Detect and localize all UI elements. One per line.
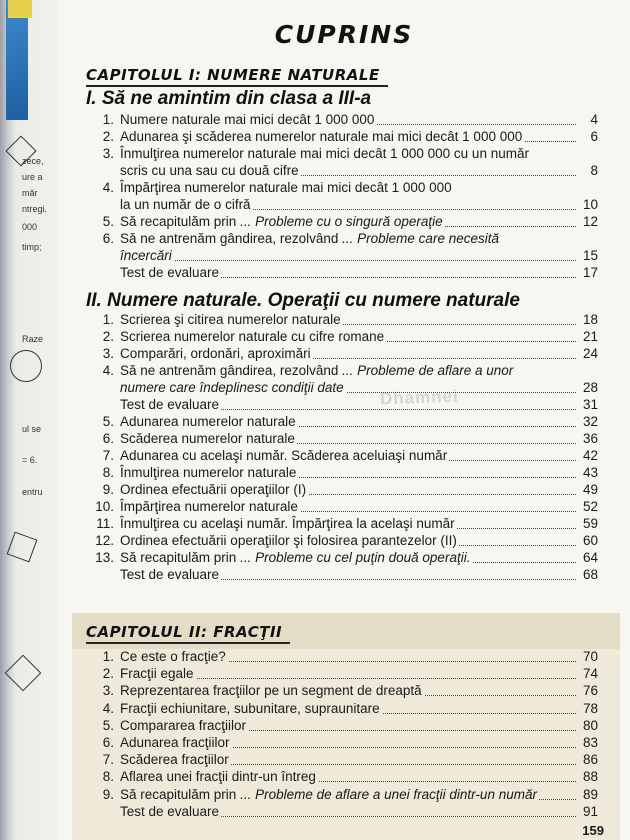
toc-entry <box>86 431 598 447</box>
entry-title-text <box>120 414 298 429</box>
entry-title <box>120 567 221 583</box>
entry-text: Să recapitulăm prin <box>120 214 241 229</box>
entry-text: Reprezentarea fracţiilor pe un segment de dreaptă <box>120 683 422 699</box>
toc-entry <box>86 214 598 230</box>
entry-page-number: 88 <box>582 769 598 785</box>
entry-title-text <box>120 683 424 698</box>
toc-entry <box>86 397 598 413</box>
entry-text: Scăderea fracţiilor <box>120 752 229 768</box>
entry-page-number: 76 <box>582 683 598 699</box>
entry-page-number: 78 <box>582 700 598 716</box>
toc-entry <box>86 649 598 665</box>
entry-page-number: 59 <box>582 516 598 531</box>
chapter-2-box <box>72 613 620 840</box>
entry-text: Compararea fracţiilor <box>120 717 247 733</box>
watermark: Dhamnei <box>379 386 460 409</box>
entry-title-text <box>120 448 449 463</box>
entry-title <box>120 752 231 768</box>
entry-title <box>120 769 318 785</box>
entry-page-number: 17 <box>582 265 598 280</box>
entry-text: Test de evaluare <box>120 397 220 412</box>
entry-text: la un număr de o cifră <box>120 197 251 212</box>
entry-text: Fracţii echiunitare, subunitare, supraunitare <box>120 700 380 716</box>
entry-italic-text: ... Probleme cu cel puţin două operaţii. <box>240 550 471 565</box>
chapter-1-heading: CAPITOLUL I: NUMERE NATURALE <box>86 66 380 84</box>
entry-title <box>120 329 386 345</box>
entry-number: 8. <box>102 769 114 785</box>
entry-title-text <box>120 397 221 412</box>
entry-title-text <box>120 649 228 664</box>
left-fragment: 000 <box>22 222 38 232</box>
entry-number: 6. <box>102 231 114 246</box>
toc-entry <box>86 752 598 768</box>
entry-title-text <box>120 112 376 127</box>
entry-number: 9. <box>102 786 114 802</box>
toc-entry <box>86 329 598 345</box>
entry-number: 7. <box>102 752 114 768</box>
diamond-shape <box>5 655 42 692</box>
entry-title-text <box>120 329 386 344</box>
circle-shape <box>10 350 42 382</box>
toc-entry <box>86 363 598 379</box>
entry-page-number: 83 <box>582 735 598 750</box>
toc-entry <box>86 482 598 498</box>
entry-title-text <box>120 516 457 531</box>
section-1-heading: I. Să ne amintim din clasa a III-a <box>86 88 372 109</box>
entry-text: Fracţii egale <box>120 666 194 682</box>
entry-page-number: 31 <box>582 397 598 412</box>
entry-title-text <box>120 752 231 767</box>
entry-title <box>120 465 298 481</box>
entry-page-number: 10 <box>582 197 598 212</box>
entry-title <box>120 533 459 549</box>
entry-number: 10. <box>95 499 114 514</box>
entry-title <box>120 482 308 498</box>
entry-page-number: 6 <box>590 129 598 144</box>
table-of-contents-page <box>58 0 630 840</box>
entry-text: Aflarea unei fracţii dintr-un întreg <box>120 769 316 785</box>
entry-text: Scrierea numerelor naturale cu cifre romane <box>120 329 385 344</box>
entry-title <box>120 414 298 430</box>
entry-title <box>120 312 343 328</box>
entry-number: 3. <box>102 146 114 161</box>
entry-title <box>120 701 382 717</box>
entry-text: Împărţirea numerelor naturale mai mici decât 1 000 000 <box>120 180 452 195</box>
entry-page-number: 32 <box>582 414 598 429</box>
entry-title-text <box>120 666 196 681</box>
entry-title <box>120 346 313 362</box>
entry-number: 5. <box>102 414 114 429</box>
entry-italic-text: ... Probleme de aflare a unei fracţii dintr-un număr <box>240 786 537 802</box>
entry-title-text <box>120 214 445 229</box>
entry-title <box>120 787 539 803</box>
entry-title <box>120 265 221 281</box>
entry-title <box>120 397 221 413</box>
entry-number: 1. <box>102 312 114 327</box>
toc-entry <box>86 550 598 566</box>
entry-number: 4. <box>102 180 114 195</box>
entry-text: Să recapitulăm prin <box>120 786 241 802</box>
left-fragment: Raze <box>22 334 44 344</box>
entry-italic-text: ... Probleme de aflare a unor <box>342 363 514 378</box>
entry-number: 8. <box>102 465 114 480</box>
yellow-figure-edge <box>8 0 32 18</box>
entry-title <box>120 214 445 230</box>
entry-number: 11. <box>96 516 114 531</box>
entry-title <box>120 718 248 734</box>
page-title: CUPRINS <box>274 20 414 49</box>
chapter-2-heading: CAPITOLUL II: FRACŢII <box>86 623 283 641</box>
entry-number: 2. <box>102 329 114 344</box>
entry-text: Ce este o fracţie? <box>120 649 226 664</box>
entry-title-text <box>120 346 313 361</box>
entry-title-text <box>120 197 253 212</box>
section-2-heading: II. Numere naturale. Operaţii cu numere naturale <box>86 290 520 311</box>
entry-page-number: 60 <box>582 533 598 548</box>
toc-entry <box>86 683 598 699</box>
entry-title-text <box>120 146 531 161</box>
entry-page-number: 86 <box>582 752 598 768</box>
entry-title <box>120 666 196 682</box>
toc-entry <box>86 516 598 532</box>
entry-title-text <box>120 312 343 327</box>
entry-page-number: 24 <box>582 346 598 361</box>
entry-number: 3. <box>102 346 114 361</box>
toc-entry <box>86 499 598 515</box>
toc-entry <box>86 718 598 734</box>
entry-title-text <box>120 787 539 802</box>
entry-number: 2. <box>102 666 114 682</box>
entry-page-number: 80 <box>582 717 598 733</box>
toc-entry <box>86 787 598 803</box>
entry-title-text <box>120 265 221 280</box>
entry-text: Adunarea numerelor naturale <box>120 414 296 429</box>
entry-title <box>120 112 376 128</box>
entry-number: 2. <box>102 129 114 144</box>
entry-number: 4. <box>102 363 114 378</box>
toc-entry <box>86 248 598 264</box>
entry-text: Împărţirea numerelor naturale <box>120 499 298 514</box>
entry-page-number: 18 <box>582 312 598 327</box>
left-fragment: ure a <box>22 172 43 182</box>
entry-title <box>120 363 515 379</box>
entry-title <box>120 146 531 162</box>
entry-italic-text: numere care îndeplinesc condiţii date <box>120 380 344 395</box>
toc-entry <box>86 380 598 396</box>
entry-page-number: 8 <box>590 163 598 178</box>
entry-title-text <box>120 231 501 246</box>
entry-title-text <box>120 769 318 784</box>
entry-title <box>120 163 301 179</box>
entry-text: Test de evaluare <box>120 265 220 280</box>
entry-title <box>120 248 174 264</box>
dot-leader <box>120 260 576 261</box>
page-number: 159 <box>582 823 604 838</box>
previous-page-edge <box>0 0 58 840</box>
entry-text: Ordinea efectuării operaţiilor şi folosirea parantezelor (II) <box>120 533 457 548</box>
entry-page-number: 49 <box>582 482 598 497</box>
entry-number: 5. <box>102 717 114 733</box>
entry-text: Să ne antrenăm gândirea, rezolvând <box>120 363 343 378</box>
toc-entry <box>86 265 598 281</box>
entry-text: Scrierea şi citirea numerelor naturale <box>120 312 341 327</box>
toc-entry <box>86 735 598 751</box>
entry-title-text <box>120 129 524 144</box>
left-fragment: mǎr <box>22 188 38 198</box>
entry-title-text <box>120 482 308 497</box>
entry-italic-text: încercări <box>120 248 172 263</box>
left-fragment: entru <box>22 487 43 497</box>
entry-page-number: 43 <box>582 465 598 480</box>
entry-title <box>120 499 300 515</box>
left-fragment: ul se <box>22 424 42 434</box>
entry-text: Comparări, ordonări, aproximări <box>120 346 311 361</box>
toc-entry <box>86 567 598 583</box>
entry-number: 1. <box>102 649 114 664</box>
entry-italic-text: ... Probleme care necesită <box>342 231 499 246</box>
left-fragment: = 6. <box>22 455 38 465</box>
entry-number: 6. <box>102 735 114 750</box>
entry-title <box>120 431 297 447</box>
entry-page-number: 52 <box>582 499 598 514</box>
entry-number: 3. <box>102 683 114 699</box>
entry-title-text <box>120 380 346 395</box>
entry-text: Să ne antrenăm gândirea, rezolvând <box>120 231 343 246</box>
toc-entry <box>86 769 598 785</box>
toc-entry <box>86 804 598 820</box>
entry-page-number: 91 <box>582 803 598 819</box>
toc-entry <box>86 163 598 179</box>
entry-text: Scăderea numerelor naturale <box>120 431 295 446</box>
entry-title <box>120 380 346 396</box>
entry-title <box>120 804 221 820</box>
entry-page-number: 12 <box>582 214 598 229</box>
toc-entry <box>86 129 598 145</box>
entry-title-text <box>120 431 297 446</box>
entry-page-number: 21 <box>582 329 598 344</box>
entry-number: 1. <box>102 112 114 127</box>
entry-title <box>120 197 253 213</box>
entry-text: Numere naturale mai mici decât 1 000 000 <box>120 112 375 127</box>
toc-entry <box>86 448 598 464</box>
toc-entry <box>86 346 598 362</box>
entry-page-number: 36 <box>582 431 598 446</box>
entry-text: Test de evaluare <box>120 803 220 819</box>
entry-text: Înmulţirea cu acelaşi număr. Împărţirea la acelaşi număr <box>120 516 455 531</box>
entry-text: Înmulţirea numerelor naturale mai mici decât 1 000 000 cu un număr <box>120 146 529 161</box>
entry-number: 7. <box>102 448 114 463</box>
toc-entry <box>86 701 598 717</box>
entry-title <box>120 735 232 751</box>
square-shape <box>7 532 38 563</box>
toc-entry <box>86 465 598 481</box>
left-fragment: timp; <box>22 242 42 252</box>
entry-title-text <box>120 804 221 819</box>
entry-title-text <box>120 465 298 480</box>
toc-entry <box>86 666 598 682</box>
entry-number: 4. <box>102 700 114 716</box>
entry-title <box>120 231 501 247</box>
left-fragment: zece, <box>22 156 44 166</box>
entry-title-text <box>120 499 300 514</box>
entry-text: Test de evaluare <box>120 567 220 582</box>
entry-title <box>120 448 449 464</box>
entry-title-text <box>120 180 454 195</box>
entry-page-number: 68 <box>582 567 598 582</box>
toc-entry <box>86 414 598 430</box>
entry-number: 13. <box>95 550 114 565</box>
entry-title <box>120 683 424 699</box>
entry-number: 5. <box>102 214 114 229</box>
entry-number: 9. <box>102 482 114 497</box>
entry-title <box>120 550 472 566</box>
entry-italic-text: ... Probleme cu o singură operaţie <box>240 214 443 229</box>
entry-title-text <box>120 567 221 582</box>
entry-text: Să recapitulăm prin <box>120 550 241 565</box>
entry-title-text <box>120 701 382 716</box>
entry-title-text <box>120 163 301 178</box>
entry-text: Înmulţirea numerelor naturale <box>120 465 297 480</box>
left-fragment: ntregi. <box>22 204 48 214</box>
entry-text: Adunarea cu acelaşi număr. Scăderea aceluiaşi număr <box>120 448 448 463</box>
entry-text: scris cu una sau cu două cifre <box>120 163 299 178</box>
entry-number: 6. <box>102 431 114 446</box>
toc-entry <box>86 146 598 162</box>
entry-title-text <box>120 363 515 378</box>
entry-number: 12. <box>95 533 114 548</box>
entry-title <box>120 129 524 145</box>
entry-page-number: 89 <box>582 786 598 802</box>
entry-page-number: 15 <box>582 248 598 263</box>
entry-page-number: 28 <box>582 380 598 395</box>
entry-page-number: 70 <box>582 649 598 664</box>
entry-page-number: 4 <box>590 112 598 127</box>
entry-title-text <box>120 533 459 548</box>
entry-page-number: 74 <box>582 666 598 682</box>
entry-text: Ordinea efectuării operaţiilor (I) <box>120 482 307 497</box>
entry-title <box>120 180 454 196</box>
entry-title-text <box>120 550 472 565</box>
entry-text: Adunarea fracţiilor <box>120 735 230 750</box>
entry-text: Adunarea şi scăderea numerelor naturale mai mici decât 1 000 000 <box>120 129 523 144</box>
entry-page-number: 64 <box>582 550 598 565</box>
blue-figure-edge <box>6 0 28 120</box>
toc-entry <box>86 533 598 549</box>
toc-entry <box>86 312 598 328</box>
entry-title-text <box>120 718 248 733</box>
toc-entry <box>86 231 598 247</box>
entry-title <box>120 649 228 665</box>
toc-entry <box>86 112 598 128</box>
entry-title-text <box>120 735 232 750</box>
entry-page-number: 42 <box>582 448 598 463</box>
toc-entry <box>86 180 598 196</box>
toc-entry <box>86 197 598 213</box>
entry-title-text <box>120 248 174 263</box>
entry-title <box>120 516 457 532</box>
